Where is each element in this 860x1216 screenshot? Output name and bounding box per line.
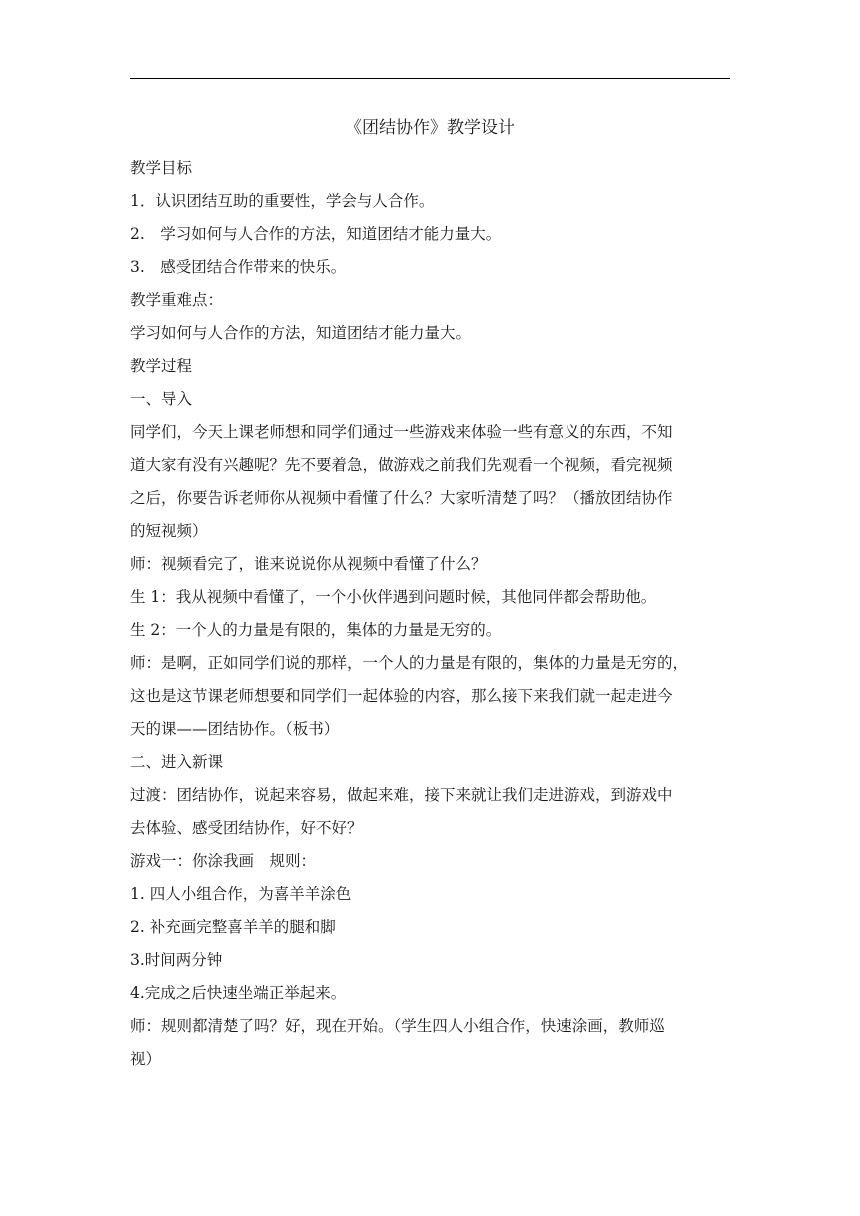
dialogue-line: 师：规则都清楚了吗？好，现在开始。（学生四人小组合作，快速涂画，教师巡 — [130, 1017, 665, 1035]
rule-item: 2. 补充画完整喜羊羊的腿和脚 — [130, 918, 336, 936]
dialogue-line: 师：是啊，正如同学们说的那样，一个人的力量是有限的，集体的力量是无穷的， — [130, 654, 689, 672]
paragraph-line: 去体验、感受团结协作，好不好？ — [130, 819, 363, 837]
rule-item: 3.时间两分钟 — [130, 951, 223, 969]
paragraph-line: 视） — [130, 1050, 162, 1068]
paragraph-line: 学习如何与人合作的方法，知道团结才能力量大。 — [130, 324, 472, 342]
paragraph-line: 过渡：团结协作，说起来容易，做起来难，接下来就让我们走进游戏，到游戏中 — [130, 786, 673, 804]
subheading-intro: 一、导入 — [130, 390, 193, 408]
paragraph-line: 道大家有没有兴趣呢？先不要着急，做游戏之前我们先观看一个视频，看完视频 — [130, 456, 673, 474]
rule-item: 1. 四人小组合作，为喜羊羊涂色 — [130, 885, 352, 903]
paragraph-line: 的短视频） — [130, 522, 208, 540]
dialogue-line: 生 1：我从视频中看懂了，一个小伙伴遇到问题时候，其他同伴都会帮助他。 — [130, 588, 657, 606]
subheading-new-lesson: 二、进入新课 — [130, 753, 224, 771]
rule-item: 4.完成之后快速坐端正举起来。 — [130, 984, 347, 1002]
section-heading-process: 教学过程 — [130, 357, 193, 375]
dialogue-line: 生 2：一个人的力量是有限的，集体的力量是无穷的。 — [130, 621, 502, 639]
paragraph-line: 之后，你要告诉老师你从视频中看懂了什么？大家听清楚了吗？（播放团结协作 — [130, 489, 673, 507]
header-rule — [130, 78, 730, 79]
objective-item: 3. 感受团结合作带来的快乐。 — [130, 258, 347, 276]
objective-item: 1．认识团结互助的重要性，学会与人合作。 — [130, 192, 435, 210]
document-title: 《团结协作》教学设计 — [345, 118, 515, 138]
section-heading-key-points: 教学重难点： — [130, 291, 224, 309]
objective-item: 2. 学习如何与人合作的方法，知道团结才能力量大。 — [130, 225, 502, 243]
dialogue-line: 师：视频看完了，谁来说说你从视频中看懂了什么？ — [130, 555, 487, 573]
paragraph-line: 天的课——团结协作。（板书） — [130, 720, 340, 738]
paragraph-line: 这也是这节课老师想要和同学们一起体验的内容，那么接下来我们就一起走进今 — [130, 687, 673, 705]
paragraph-line: 同学们，今天上课老师想和同学们通过一些游戏来体验一些有意义的东西，不知 — [130, 423, 673, 441]
game-heading: 游戏一：你涂我画 规则： — [130, 852, 317, 870]
section-heading-objectives: 教学目标 — [130, 159, 193, 177]
